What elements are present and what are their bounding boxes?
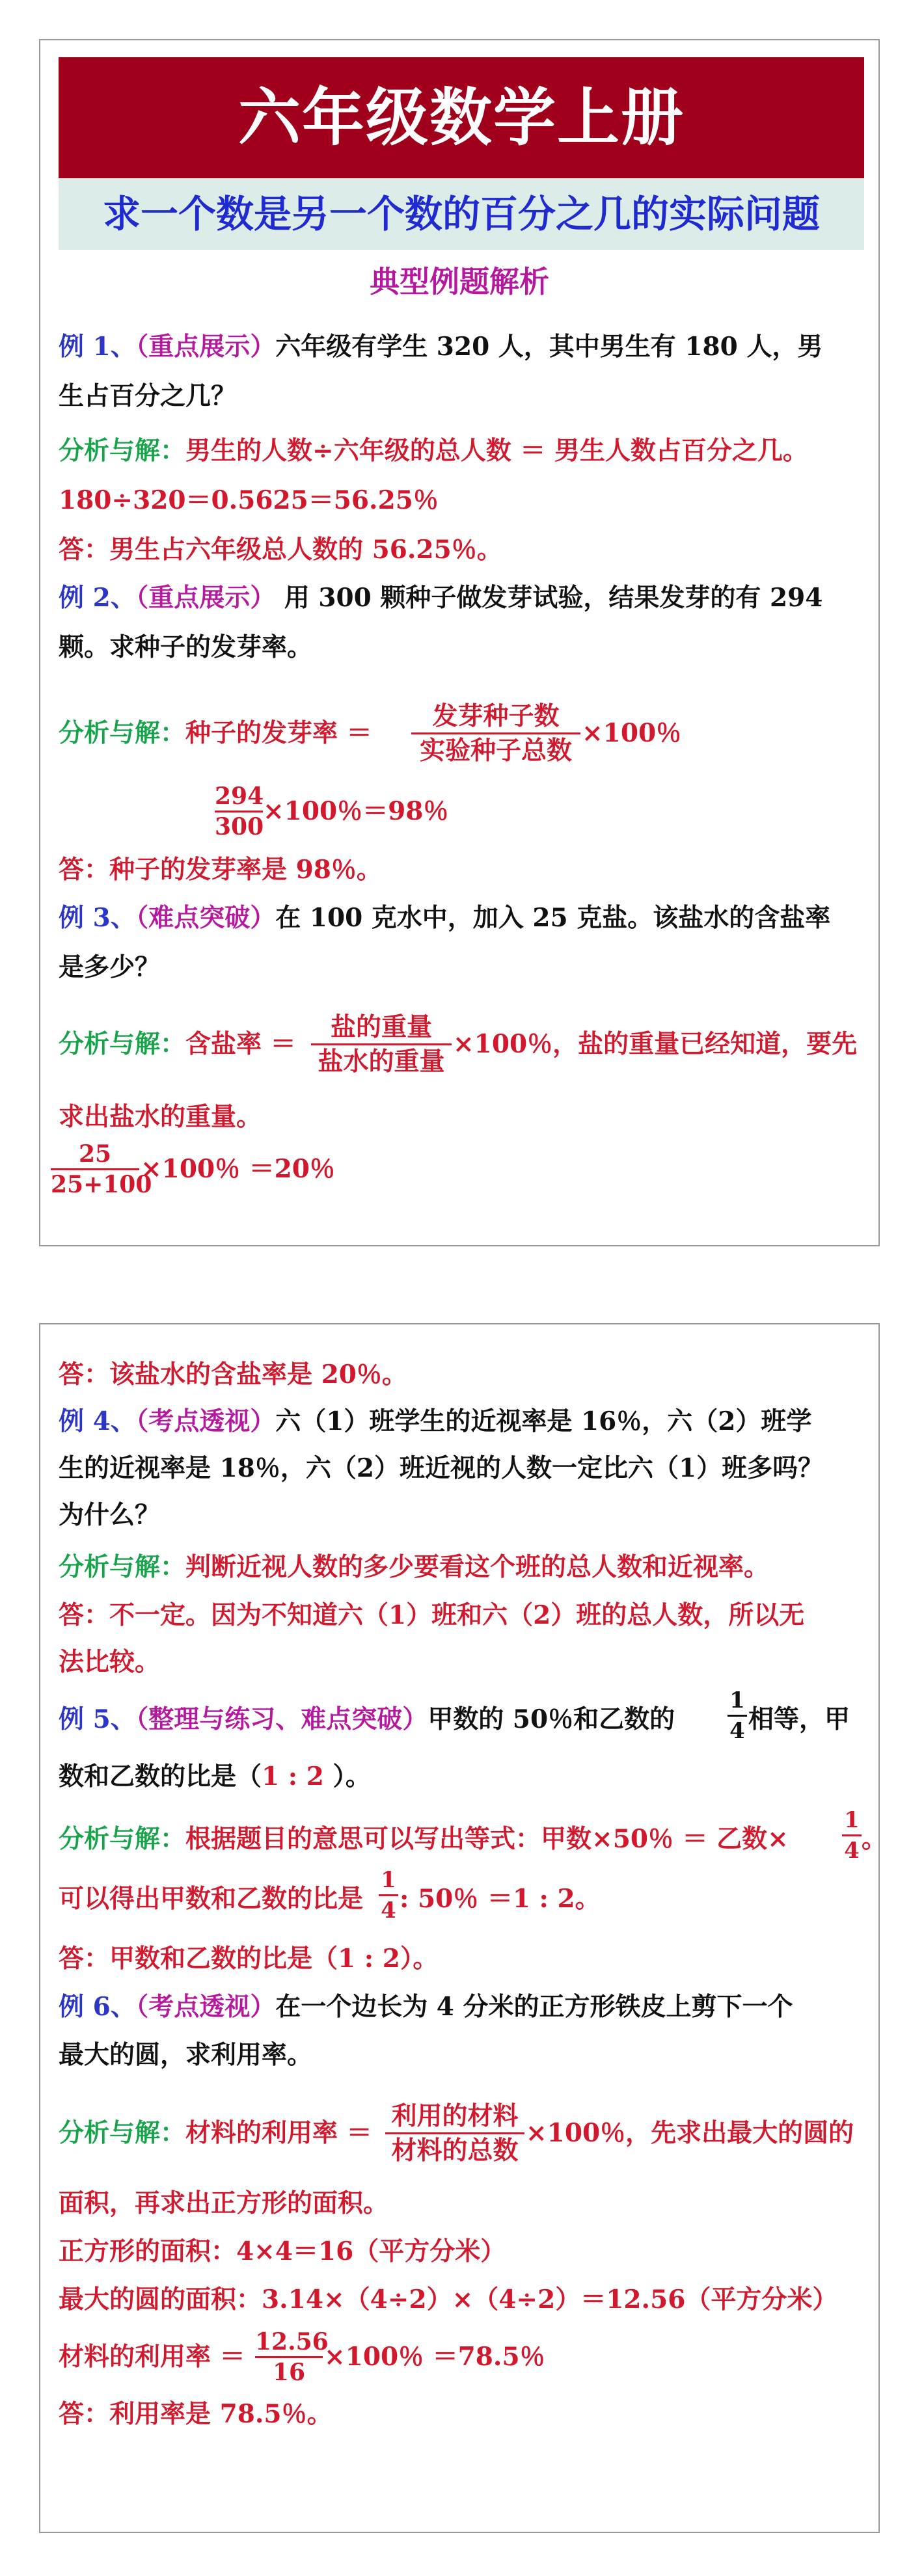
example-5-tag: （整理与练习、难点突破） <box>135 1704 428 1734</box>
example-2-calc-numerator: 294 <box>215 783 264 810</box>
page-title: 六年级数学上册 <box>238 81 685 154</box>
example-3-label: 例 3、 <box>59 903 136 933</box>
example-2-calc-fraction <box>215 782 263 841</box>
example-1-answer: 答：男生占六年级总人数的 56.25％。 <box>59 535 502 565</box>
example-3-formula-suffix: ×100％，盐的重量已经知道，要先 <box>453 1029 858 1059</box>
example-4-tag: （考点透视） <box>135 1406 276 1436</box>
example-3-analysis-prefix: 含盐率 ＝ <box>185 1029 296 1059</box>
example-3-calc-fraction <box>51 1140 152 1199</box>
page-card-1 <box>39 39 880 1246</box>
example-5-answer: 答：甲数和乙数的比是（1 : 2）。 <box>59 1944 439 1974</box>
example-4-analysis-label: 分析与解： <box>59 1552 186 1582</box>
example-3-tag: （难点突破） <box>135 903 276 933</box>
example-5-analysis-text: 根据题目的意思可以写出等式：甲数×50％ ＝ 乙数× <box>185 1824 789 1854</box>
example-2-formula-fraction <box>411 700 580 767</box>
example-2-analysis-label: 分析与解： <box>59 718 186 748</box>
example-2-tag: （重点展示） <box>135 583 276 613</box>
example-3-formula-fraction <box>311 1011 452 1078</box>
example-3-question-text: 在 100 克水中，加入 25 克盐。该盐水的含盐率 <box>275 903 831 933</box>
example-6-question-line1 <box>59 1984 865 2030</box>
example-6-label: 例 6、 <box>59 1992 136 2022</box>
example-6-rate-denominator: 16 <box>272 2359 306 2386</box>
example-2-label: 例 2、 <box>59 583 136 613</box>
example-6-formula-denominator: 材料的总数 <box>391 2136 519 2166</box>
example-5-question-line2-end: ）。 <box>323 1762 371 1791</box>
example-5-question-line2-text: 数和乙数的比是（ <box>59 1762 262 1791</box>
page-card-2 <box>39 1323 888 2533</box>
example-3-calc-denominator: 25+100 <box>51 1171 152 1198</box>
example-6-formula-suffix: ×100％，先求出最大的圆的 <box>526 2118 854 2148</box>
example-5-q-denominator: 4 <box>729 1718 745 1744</box>
example-4-question-line2: 生的近视率是 18％，六（2）班近视的人数一定比六（1）班多吗？ <box>59 1453 824 1483</box>
example-5-question-blank: 1 : 2 <box>262 1762 324 1791</box>
example-4-question-line1 <box>59 1399 865 1444</box>
example-2-analysis-prefix: 种子的发芽率 ＝ <box>185 718 372 748</box>
example-3-question-line2: 是多少？ <box>59 952 161 982</box>
example-2-calc-denominator: 300 <box>215 813 264 840</box>
example-1-tag: （重点展示） <box>135 332 276 362</box>
example-6-rate-prefix: 材料的利用率 ＝ <box>59 2342 245 2372</box>
example-3-analysis-label: 分析与解： <box>59 1029 186 1059</box>
example-6-question-text: 在一个边长为 4 分米的正方形铁皮上剪下一个 <box>275 1992 793 2022</box>
example-6-analysis-label: 分析与解： <box>59 2118 186 2148</box>
example-5-question-part2: 相等，甲 <box>748 1704 850 1734</box>
example-6-tag: （考点透视） <box>135 1992 276 2022</box>
example-2-formula-numerator: 发芽种子数 <box>432 701 560 731</box>
example-1-question-text: 六年级有学生 320 人，其中男生有 180 人，男 <box>275 332 823 362</box>
example-6-analysis-line2: 面积，再求出正方形的面积。 <box>59 2188 389 2218</box>
example-2-formula-suffix: ×100％ <box>582 718 682 748</box>
section-heading: 典型例题解析 <box>370 264 549 299</box>
example-4-analysis-text: 判断近视人数的多少要看这个班的总人数和近视率。 <box>185 1552 770 1582</box>
example-1-analysis-text: 男生的人数÷六年级的总人数 ＝ 男生人数占百分之几。 <box>185 436 808 466</box>
example-2-answer: 答：种子的发芽率是 98％。 <box>59 855 382 885</box>
example-5-line2-fraction <box>379 1866 398 1925</box>
example-6-question-line2: 最大的圆，求利用率。 <box>59 2040 313 2070</box>
example-6-rate-suffix: ×100％ ＝78.5％ <box>324 2342 545 2372</box>
page-subtitle: 求一个数是另一个数的百分之几的实际问题 <box>102 192 820 236</box>
example-5-analysis <box>59 1816 865 1862</box>
title-banner <box>59 57 864 178</box>
example-5-analysis-label: 分析与解： <box>59 1824 186 1854</box>
example-5-q-numerator: 1 <box>729 1687 745 1713</box>
example-5-question-part1: 甲数的 50％和乙数的 <box>428 1704 675 1734</box>
example-6-rate-numerator: 12.56 <box>255 2328 329 2355</box>
example-1-step: 180÷320＝0.5625＝56.25％ <box>59 485 439 515</box>
subtitle-bar <box>59 178 864 250</box>
example-4-question-text: 六（1）班学生的近视率是 16％，六（2）班学 <box>275 1406 812 1436</box>
example-5-l2-numerator: 1 <box>381 1867 396 1893</box>
example-3-formula-denominator: 盐水的重量 <box>318 1047 445 1077</box>
example-2-calc-suffix: ×100％＝98％ <box>263 796 449 826</box>
example-1-label: 例 1、 <box>59 332 136 362</box>
example-6-circle-area: 最大的圆的面积：3.14×（4÷2）×（4÷2）＝12.56（平方分米） <box>59 2285 838 2314</box>
example-5-label: 例 5、 <box>59 1704 136 1734</box>
example-4-analysis <box>59 1544 865 1590</box>
example-5-a-numerator: 1 <box>844 1807 860 1833</box>
example-4-answer-line1: 答：不一定。因为不知道六（1）班和六（2）班的总人数，所以无 <box>59 1600 805 1630</box>
example-3-analysis-line2: 求出盐水的重量。 <box>59 1102 262 1132</box>
example-3-calc-suffix: ×100％ ＝20％ <box>141 1154 335 1184</box>
example-5-l2-denominator: 4 <box>381 1898 396 1924</box>
example-2-question-line2: 颗。求种子的发芽率。 <box>59 632 313 662</box>
example-5-question-line2 <box>59 1754 865 1799</box>
example-4-label: 例 4、 <box>59 1406 136 1436</box>
example-6-formula-fraction <box>385 2100 524 2167</box>
example-5-line2-prefix: 可以得出甲数和乙数的比是 <box>59 1884 364 1914</box>
example-2-question-text: 用 300 颗种子做发芽试验，结果发芽的有 294 <box>275 583 823 613</box>
example-6-rate-fraction <box>255 2328 329 2387</box>
example-6-square-area: 正方形的面积：4×4＝16（平方分米） <box>59 2236 506 2266</box>
example-5-analysis-end: 。 <box>862 1824 888 1854</box>
example-5-line2-suffix: : 50％ ＝1 : 2。 <box>400 1884 601 1914</box>
example-1-question-line2: 生占百分之几？ <box>59 381 237 411</box>
example-1-question-line1 <box>59 324 865 369</box>
example-6-analysis-prefix: 材料的利用率 ＝ <box>185 2118 372 2148</box>
example-1-analysis-label: 分析与解： <box>59 436 186 466</box>
example-6-answer: 答：利用率是 78.5％。 <box>59 2399 333 2429</box>
example-4-question-line3: 为什么？ <box>59 1500 161 1530</box>
example-1-analysis <box>59 428 865 474</box>
example-3-calc-numerator: 25 <box>78 1140 112 1168</box>
example-6-formula-numerator: 利用的材料 <box>391 2101 519 2131</box>
example-3-answer: 答：该盐水的含盐率是 20％。 <box>59 1360 407 1389</box>
example-5-question-fraction <box>727 1686 747 1745</box>
example-2-question-line1 <box>59 575 865 621</box>
example-5-analysis-fraction <box>842 1806 862 1865</box>
example-3-question-line1 <box>59 895 865 941</box>
example-4-answer-line2: 法比较。 <box>59 1647 161 1677</box>
example-2-formula-denominator: 实验种子总数 <box>419 736 572 766</box>
example-3-formula-numerator: 盐的重量 <box>330 1012 432 1042</box>
example-5-a-denominator: 4 <box>844 1838 860 1864</box>
